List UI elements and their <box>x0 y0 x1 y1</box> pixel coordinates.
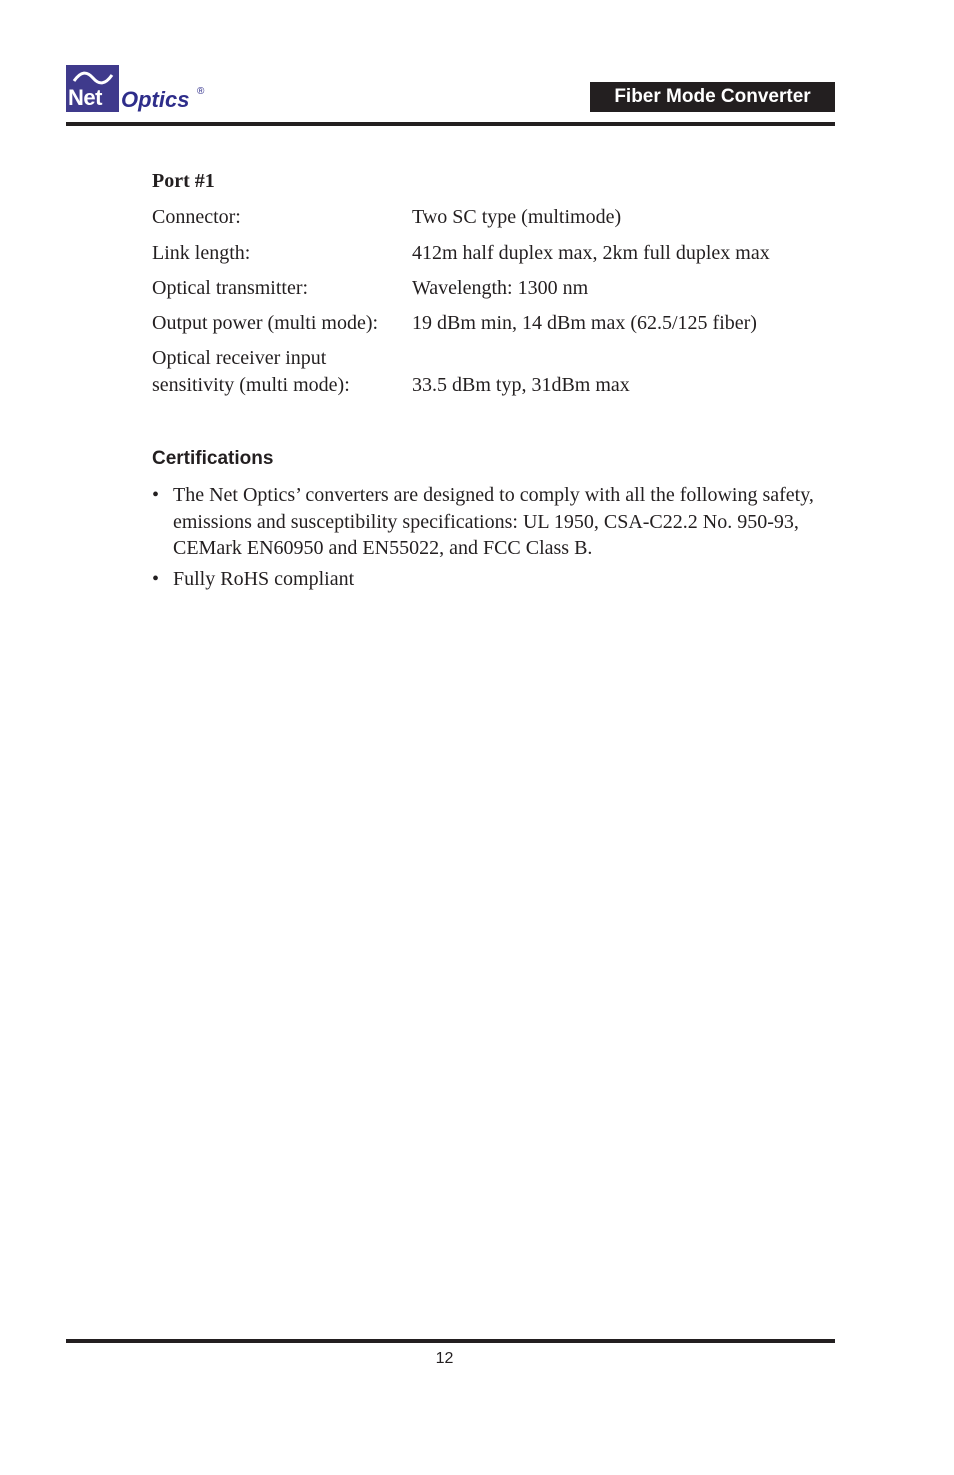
bullet-icon: • <box>152 568 160 590</box>
header-rule <box>66 122 835 126</box>
spec-value: 412m half duplex max, 2km full duplex max <box>412 242 770 264</box>
footer-rule <box>66 1339 835 1343</box>
bullet-icon: • <box>152 484 160 506</box>
logo-net-text: Net <box>68 85 102 110</box>
wave-icon <box>72 70 114 86</box>
list-item-text: Fully RoHS compliant <box>173 568 355 590</box>
page-number: 12 <box>435 1350 454 1367</box>
port-heading: Port #1 <box>152 170 215 192</box>
document-title: Fiber Mode Converter <box>590 82 835 112</box>
list-item-text: The Net Optics’ converters are designed to comply with all the following safety, emissions and susceptibility specifications: UL 1950, CSA-C22.2 No. 950-93, CEMark EN60950 and EN55022, and FCC Class B. <box>173 484 814 559</box>
logo-box <box>66 65 119 112</box>
spec-value: Two SC type (multimode) <box>412 206 622 228</box>
spec-label: Connector: <box>152 206 241 228</box>
spec-label: Output power (multi mode): <box>152 312 379 334</box>
spec-label: Link length: <box>152 242 251 264</box>
spec-value: Wavelength: 1300 nm <box>412 277 589 299</box>
spec-value: 33.5 dBm typ, 31dBm max <box>412 374 630 396</box>
spec-label-line1: Optical receiver input <box>152 347 327 369</box>
spec-label: Optical transmitter: <box>152 277 309 299</box>
spec-value: 19 dBm min, 14 dBm max (62.5/125 fiber) <box>412 312 757 334</box>
spec-label-line2: sensitivity (multi mode): <box>152 374 350 396</box>
logo-optics-text: Optics <box>121 87 190 112</box>
net-optics-logo <box>66 65 226 115</box>
certifications-heading: Certifications <box>152 448 274 469</box>
registered-mark: ® <box>197 86 205 97</box>
